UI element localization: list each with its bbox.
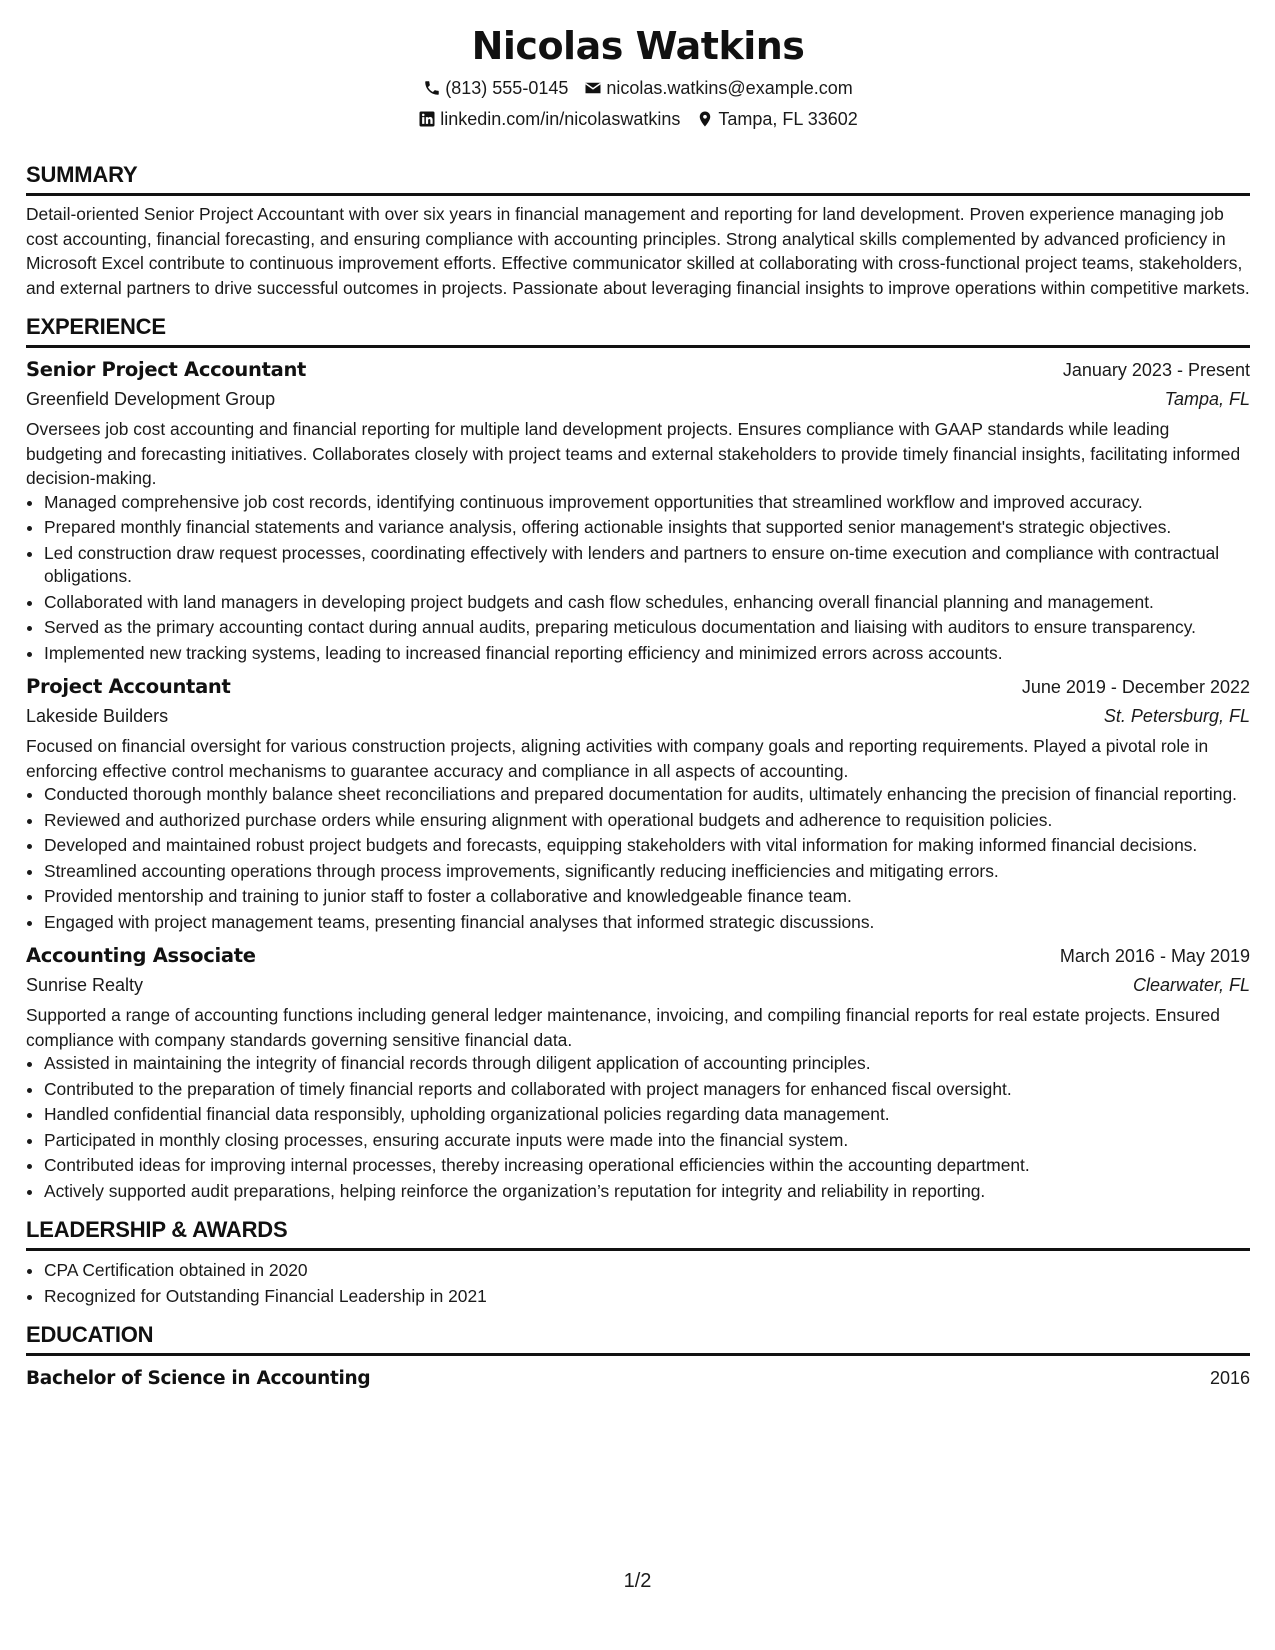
job-location: St. Petersburg, FL — [1103, 706, 1250, 726]
job-header-row — [26, 356, 1250, 384]
section-heading-education: EDUCATION — [26, 1322, 1250, 1356]
job-description: Focused on financial oversight for various construction projects, aligning activities with company goals and reporting requirements. Played a pivotal role in enforcing effective control mechanisms to guarantee accuracy and compliance in all aspects of accounting. — [26, 736, 1209, 781]
job-description: Supported a range of accounting functions including general ledger maintenance, invoicing, and compiling financial reports for real estate projects. Ensured compliance with company standards governing sensitive financial data. — [26, 1005, 1220, 1050]
job-bullet: • Reviewed and authorized purchase orders while ensuring alignment with operational budgets and adherence to requisition policies. — [44, 809, 1250, 833]
job-bullets — [26, 491, 1250, 666]
education-section — [26, 1322, 1250, 1393]
job-bullet: • Developed and maintained robust project budgets and forecasts, equipping stakeholders with vital information for making informed financial decisions. — [44, 834, 1250, 858]
job-bullet: • Streamlined accounting operations through process improvements, significantly reducing inefficiencies and mitigating errors. — [44, 860, 1250, 884]
map-pin-icon — [696, 110, 714, 128]
job-company: Greenfield Development Group — [26, 389, 276, 409]
job-bullet: • Collaborated with land managers in developing project budgets and cash flow schedules, enhancing overall financial planning and management. — [44, 591, 1250, 615]
section-heading-experience: EXPERIENCE — [26, 314, 1250, 348]
job-title: Accounting Associate — [26, 944, 256, 967]
phone-text: (813) 555-0145 — [445, 78, 569, 98]
job-company: Lakeside Builders — [26, 706, 169, 726]
job-bullet: • Engaged with project management teams, presenting financial analyses that informed strategic discussions. — [44, 911, 1250, 935]
linkedin-text: linkedin.com/in/nicolaswatkins — [440, 109, 681, 129]
job-dates: March 2016 - May 2019 — [1059, 946, 1250, 966]
job-bullet: • Participated in monthly closing processes, ensuring accurate inputs were made into the financial system. — [44, 1129, 1250, 1153]
job-header-row — [26, 673, 1250, 701]
job-bullet: • Actively supported audit preparations, helping reinforce the organization’s reputation for integrity and reliability in reporting. — [44, 1180, 1250, 1204]
contact-phone — [423, 76, 568, 100]
education-degree: Bachelor of Science in Accounting — [26, 1368, 371, 1389]
contact-email[interactable] — [584, 76, 852, 100]
job-bullet: • Implemented new tracking systems, leading to increased financial reporting efficiency and minimized errors across accounts. — [44, 642, 1250, 666]
linkedin-icon — [418, 110, 436, 128]
contact-line-secondary — [26, 107, 1250, 131]
job-title: Senior Project Accountant — [26, 358, 307, 381]
job-location: Clearwater, FL — [1132, 975, 1250, 995]
experience-section — [26, 314, 1250, 1203]
education-year: 2016 — [1209, 1368, 1250, 1388]
job-bullet: • Contributed to the preparation of timely financial reports and collaborated with project managers for enhanced fiscal oversight. — [44, 1078, 1250, 1102]
job-bullets — [26, 783, 1250, 934]
candidate-name: Nicolas Watkins — [471, 24, 805, 68]
job-dates: June 2019 - December 2022 — [1021, 677, 1250, 697]
leadership-item: • Recognized for Outstanding Financial Leadership in 2021 — [44, 1285, 1250, 1309]
job-entry — [26, 942, 1250, 1203]
job-title: Project Accountant — [26, 675, 231, 698]
job-bullet: • Prepared monthly financial statements and variance analysis, offering actionable insights that supported senior management's strategic objectives. — [44, 516, 1250, 540]
leadership-item: • CPA Certification obtained in 2020 — [44, 1259, 1250, 1283]
job-company-row — [26, 970, 1250, 1000]
leadership-list — [26, 1259, 1250, 1308]
envelope-icon — [584, 79, 602, 97]
job-bullet: • Led construction draw request processes, coordinating effectively with lenders and partners to ensure on-time execution and compliance with contractual obligations. — [44, 542, 1250, 589]
section-heading-leadership: LEADERSHIP & AWARDS — [26, 1217, 1250, 1251]
job-bullet: • Managed comprehensive job cost records, identifying continuous improvement opportunities that streamlined workflow and improved accuracy. — [44, 491, 1250, 515]
contact-linkedin[interactable] — [418, 107, 680, 131]
job-bullet: • Provided mentorship and training to junior staff to foster a collaborative and knowledgeable finance team. — [44, 885, 1250, 909]
job-bullets — [26, 1052, 1250, 1203]
job-company: Sunrise Realty — [26, 975, 144, 995]
email-text: nicolas.watkins@example.com — [606, 78, 853, 98]
job-description: Oversees job cost accounting and financial reporting for multiple land development projects. Ensures compliance with GAAP standards while leading budgeting and forecasting initiatives. Collaborates closely with project teams and external stakeholders to provide timely financial insights, facilitating informed decision-making. — [26, 419, 1241, 488]
summary-text: Detail-oriented Senior Project Accountant with over six years in financial management and reporting for land development. Proven experience managing job cost accounting, financial forecasting, and ensuring compliance with accounting principles. Strong analytical skills complemented by advanced proficiency in Microsoft Excel contribute to continuous improvement efforts. Effective communicator skilled at collaborating with cross-functional project teams, stakeholders, and external partners to drive successful outcomes in projects. Passionate about leveraging financial insights to improve operations within competitive markets. — [26, 204, 1250, 298]
page-number: 1/2 — [623, 1570, 652, 1592]
job-company-row — [26, 701, 1250, 731]
resume-page — [26, 22, 1250, 1393]
job-bullet: • Served as the primary accounting contact during annual audits, preparing meticulous documentation and liaising with auditors to ensure transparency. — [44, 616, 1250, 640]
contact-location — [696, 107, 857, 131]
job-bullet: • Assisted in maintaining the integrity of financial records through diligent application of accounting principles. — [44, 1052, 1250, 1076]
job-location: Tampa, FL — [1164, 389, 1250, 409]
leadership-section — [26, 1217, 1250, 1308]
location-text: Tampa, FL 33602 — [718, 109, 858, 129]
job-entry — [26, 356, 1250, 665]
job-bullet: • Handled confidential financial data responsibly, upholding organizational policies regarding data management. — [44, 1103, 1250, 1127]
summary-section — [26, 162, 1250, 300]
job-bullet: • Contributed ideas for improving internal processes, thereby increasing operational efficiencies within the accounting department. — [44, 1154, 1250, 1178]
job-header-row — [26, 942, 1250, 970]
phone-icon — [423, 79, 441, 97]
job-company-row — [26, 384, 1250, 414]
job-entry — [26, 673, 1250, 934]
contact-line-primary — [26, 76, 1250, 100]
job-bullet: • Conducted thorough monthly balance sheet reconciliations and prepared documentation for audits, ultimately enhancing the precision of financial reporting. — [44, 783, 1250, 807]
education-row — [26, 1364, 1250, 1393]
job-dates: January 2023 - Present — [1062, 360, 1250, 380]
section-heading-summary: SUMMARY — [26, 162, 1250, 196]
